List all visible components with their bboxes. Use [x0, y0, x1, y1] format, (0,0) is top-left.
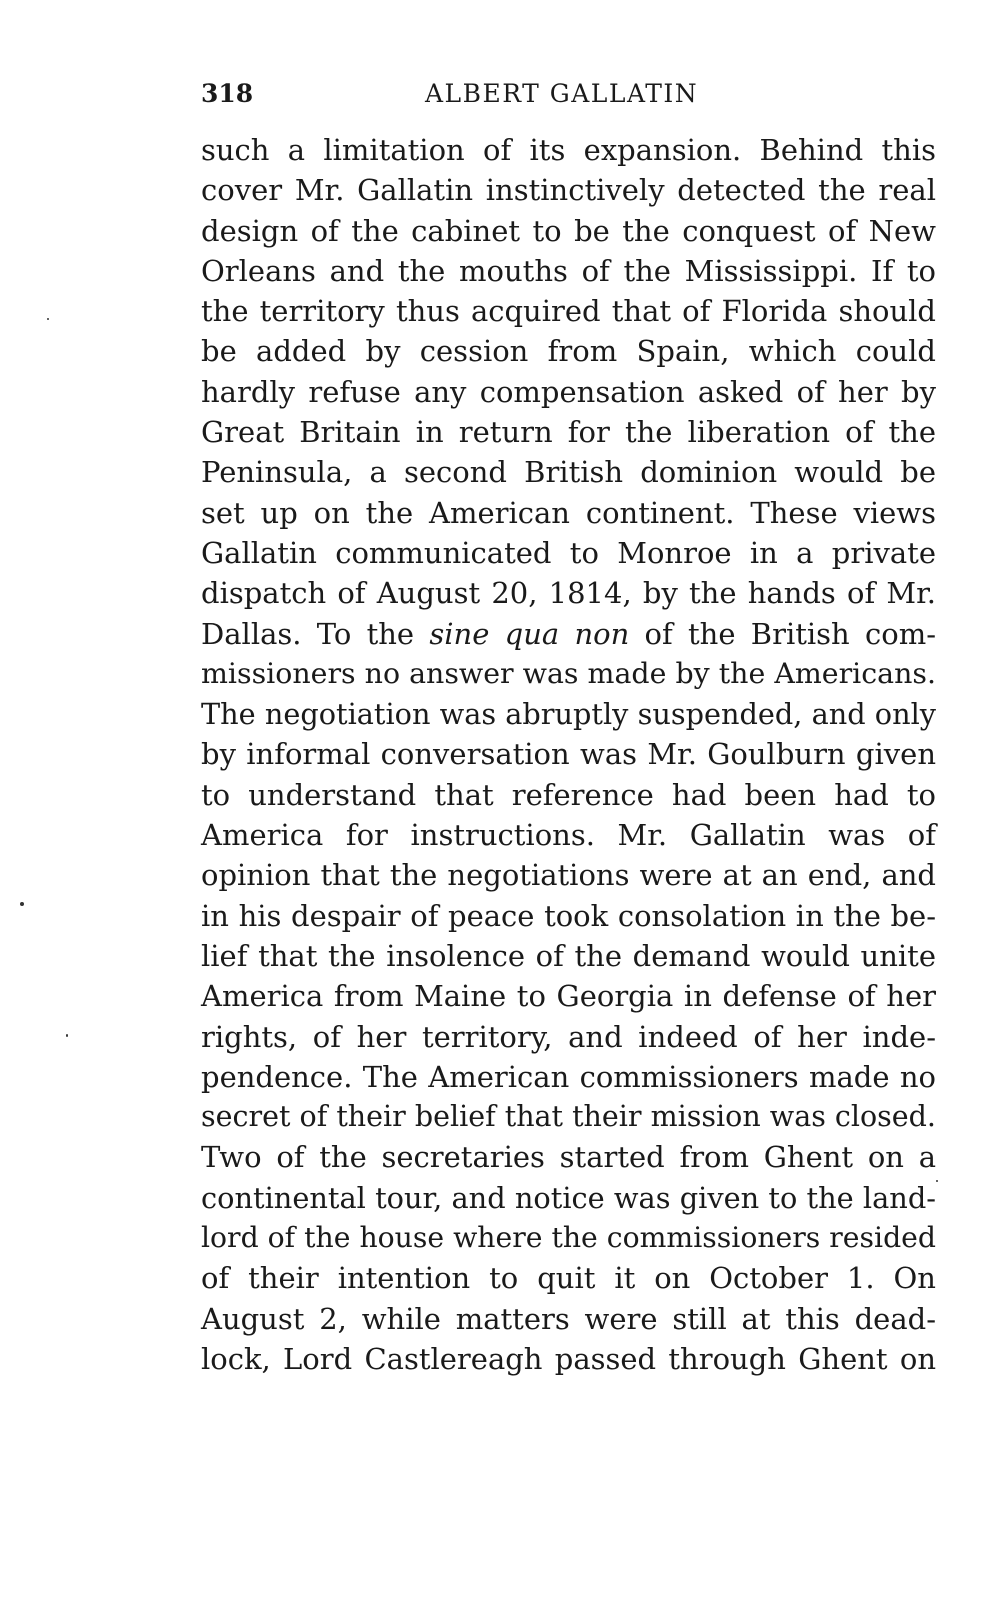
- line-tail: of the British com-: [629, 616, 936, 651]
- text-line: Two of the secretaries started from Ghent on a: [201, 1140, 936, 1175]
- text-line: rights, of her territory, and indeed of her inde-: [201, 1019, 936, 1054]
- text-line: Orleans and the mouths of the Mississippi. If to: [201, 253, 936, 288]
- text-line: in his despair of peace took consolation in the be-: [201, 898, 936, 933]
- running-head: [201, 74, 931, 114]
- text-line: secret of their belief that their mission was closed.: [201, 1100, 936, 1134]
- scan-speck: [66, 1034, 68, 1037]
- text-line: cover Mr. Gallatin instinctively detected the real: [201, 173, 936, 208]
- text-line: America for instructions. Mr. Gallatin was of: [201, 818, 936, 853]
- text-line: opinion that the negotiations were at an end, and: [201, 858, 936, 893]
- body-text: [201, 130, 936, 1379]
- text-line: hardly refuse any compensation asked of her by: [201, 374, 936, 409]
- text-line: lock, Lord Castlereagh passed through Ghent on: [201, 1341, 936, 1376]
- text-line: Great Britain in return for the liberation of the: [201, 415, 936, 450]
- text-line: America from Maine to Georgia in defense of her: [201, 979, 936, 1014]
- text-line: missioners no answer was made by the Americans.: [201, 656, 936, 690]
- text-line: pendence. The American commissioners made no: [201, 1059, 936, 1094]
- scan-speck: [47, 318, 49, 320]
- text-line: continental tour, and notice was given to the land-: [201, 1180, 936, 1215]
- text-line: Peninsula, a second British dominion would be: [201, 455, 936, 490]
- text-line: set up on the American continent. These views: [201, 495, 936, 530]
- text-line: lief that the insolence of the demand would unite: [201, 938, 936, 973]
- text-line: of their intention to quit it on October 1. On: [201, 1261, 936, 1296]
- text-line: the territory thus acquired that of Florida should: [201, 294, 936, 329]
- scan-speck: [936, 1180, 938, 1182]
- text-line: dispatch of August 20, 1814, by the hands of Mr.: [201, 576, 936, 611]
- text-line: August 2, while matters were still at this dead-: [201, 1301, 936, 1336]
- scan-speck: [20, 902, 24, 906]
- text-line: to understand that reference had been had to: [201, 777, 936, 812]
- line-lead: Dallas. To the: [201, 616, 430, 651]
- italic-phrase: sine qua non: [429, 616, 630, 651]
- text-line: design of the cabinet to be the conquest of New: [201, 213, 936, 248]
- text-line-with-italic: [201, 614, 936, 654]
- page-number: 318: [201, 79, 254, 108]
- text-line: Gallatin communicated to Monroe in a private: [201, 535, 936, 570]
- text-line: by informal conversation was Mr. Goulburn given: [201, 737, 936, 772]
- running-title: ALBERT GALLATIN: [425, 79, 699, 108]
- text-line: lord of the house where the commissioners resided: [201, 1221, 936, 1255]
- text-line: The negotiation was abruptly suspended, and only: [201, 697, 936, 732]
- text-line: such a limitation of its expansion. Behind this: [201, 133, 936, 167]
- text-line: be added by cession from Spain, which could: [201, 334, 936, 369]
